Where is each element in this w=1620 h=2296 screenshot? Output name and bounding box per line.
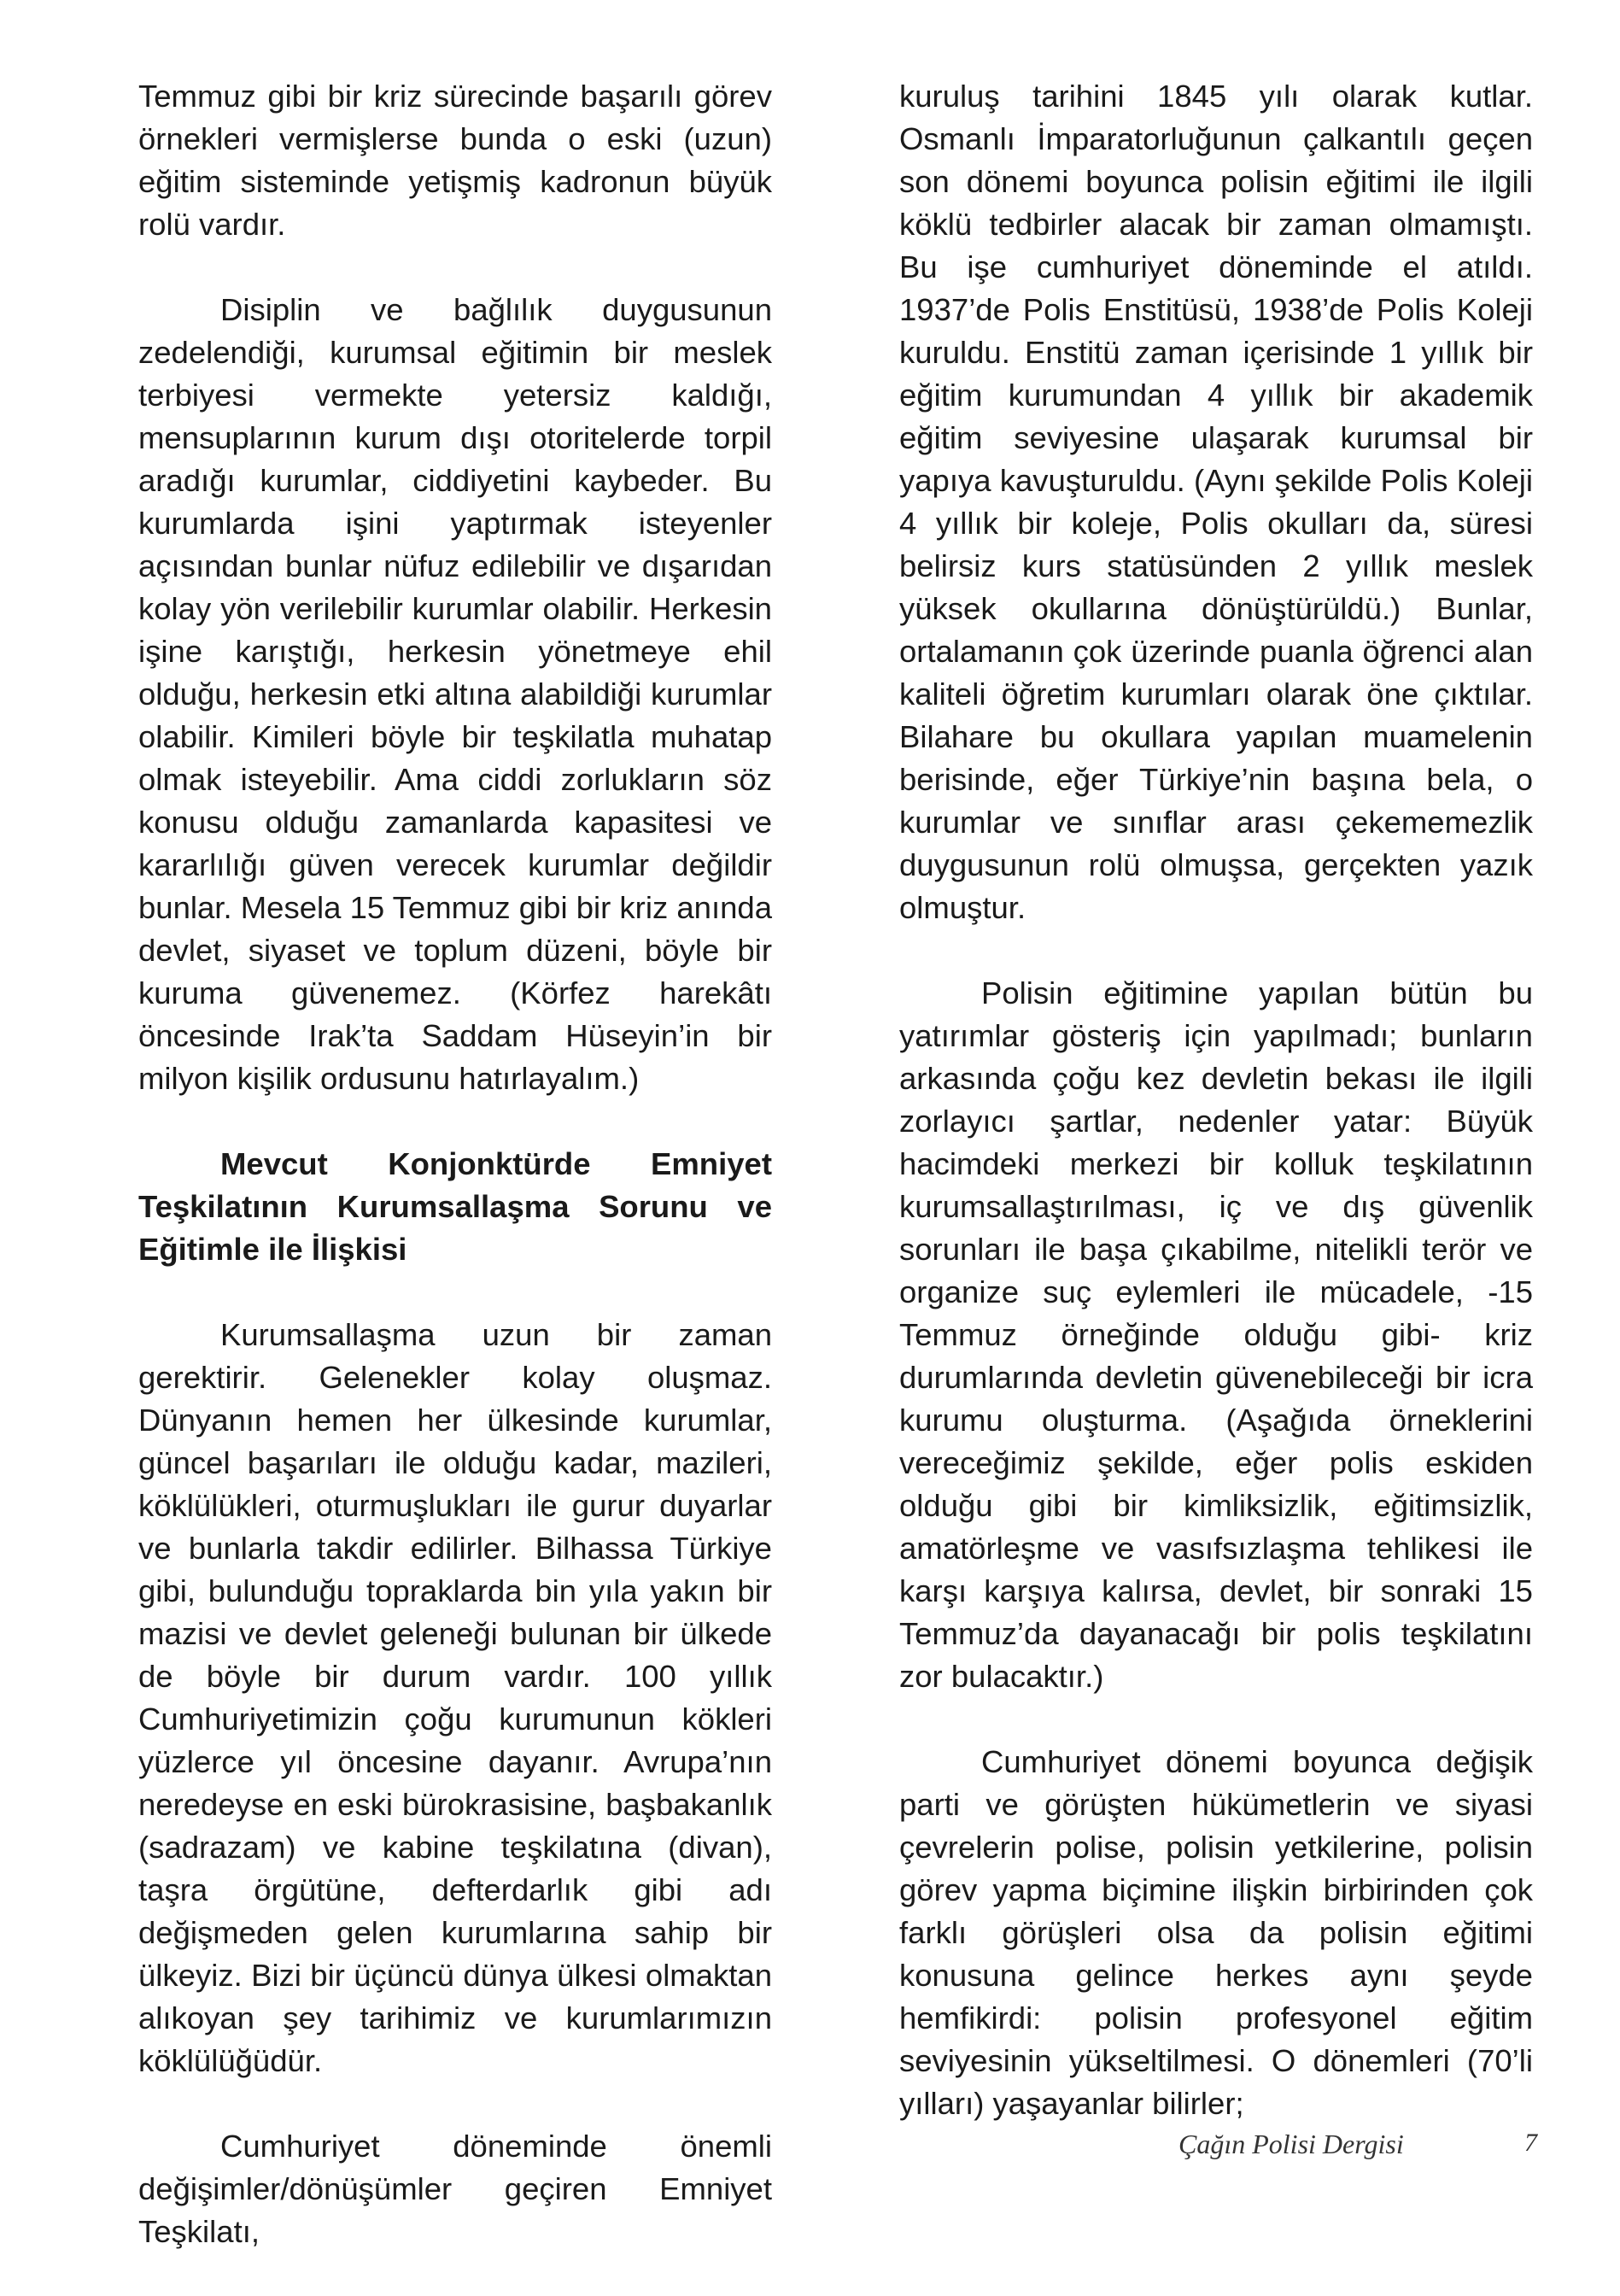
paragraph: kuruluş tarihini 1845 yılı olarak kutlar. Osmanlı İmparatorluğunun çalkantılı geçen son dönemi boyunca polisin eğitimi ile ilgili köklü tedbirler alacak bir zaman olmamıştı. Bu işe cumhuriyet döneminde el atıldı. 1937’de Polis Enstitüsü, 1938’de Polis Koleji kuruldu. Enstitü zaman içerisinde 1 yıllık bir eğitim kurumundan 4 yıllık bir akademik eğitim seviyesine ulaşarak kurumsal bir yapıya kavuşturuldu. (Aynı şekilde Polis Koleji 4 yıllık bir koleje, Polis okulları da, süresi belirsiz kurs statüsünden 2 yıllık meslek yüksek okullarına dönüştürüldü.) Bunlar, ortalamanın çok üzerinde puanla öğrenci alan kaliteli öğretim kurumları olarak öne çıktılar. Bilahare bu okullara yapılan muamelenin berisinde, eğer Türkiye’nin başına bela, o kurumlar ve sınıflar arası çekememezlik duygusunun rolü olmuşsa, gerçekten yazık olmuştur. bbox=[899, 79, 1533, 925]
page-number: 7 bbox=[1524, 2129, 1537, 2157]
paragraph: Polisin eğitimine yapılan bütün bu yatırımlar gösteriş için yapılmadı; bunların arkasında çoğu kez devletin bekası ile ilgili zorlayıcı şartlar, nedenler yatar: Büyük hacimdeki merkezi bir kolluk teşkilatının kurumsallaştırılması, iç ve dış güvenlik sorunları ile başa çıkabilme, nitelikli terör ve organize suç eylemleri ile mücadele, -15 Temmuz örneğinde olduğu gibi- kriz durumlarında devletin güvenebileceği bir icra kurumu oluşturma. (Aşağıda örneklerini vereceğimiz şekilde, eğer polis eskiden olduğu gibi bir kimliksizlik, eğitimsizlik, amatörleşme ve vasıfsızlaşma tehlikesi ile karşı karşıya kalırsa, devlet, bir sonraki 15 Temmuz’da dayanacağı bir polis teşkilatını zor bulacaktır.) bbox=[899, 975, 1533, 1694]
paragraph: Cumhuriyet dönemi boyunca değişik parti ve görüşten hükümetlerin ve siyasi çevrelerin polise, polisin yetkilerine, polisin görev yapma biçimine ilişkin birbirinden çok farklı görüşleri olsa da polisin eğitimi konusuna gelince herkes aynı şeyde hemfikirdi: polisin profesyonel eğitim seviyesinin yükseltilmesi. O dönemleri (70’li yılları) yaşayanlar bilirler; bbox=[899, 1744, 1533, 2121]
left-column bbox=[138, 75, 772, 2296]
paragraph: Cumhuriyet döneminde önemli değişimler/dönüşümler geçiren Emniyet Teşkilatı, bbox=[138, 2129, 772, 2249]
right-column bbox=[899, 75, 1533, 2168]
paragraph: Disiplin ve bağlılık duygusunun zedelendiği, kurumsal eğitimin bir meslek terbiyesi vermekte yetersiz kaldığı, mensuplarının kurum dışı otoritelerde torpil aradığı kurumlar, ciddiyetini kaybeder. Bu kurumlarda işini yaptırmak isteyenler açısından bunlar nüfuz edilebilir ve dışarıdan kolay yön verilebilir kurumlar olabilir. Herkesin işine karıştığı, herkesin yönetmeye ehil olduğu, herkesin etki altına alabildiği kurumlar olabilir. Kimileri böyle bir teşkilatla muhatap olmak isteyebilir. Ama ciddi zorlukların söz konusu olduğu zamanlarda kapasitesi ve kararlılığı güven verecek kurumlar değildir bunlar. Mesela 15 Temmuz gibi bir kriz anında devlet, siyaset ve toplum düzeni, böyle bir kuruma güvenemez. (Körfez harekâtı öncesinde Irak’ta Saddam Hüseyin’in bir milyon kişilik ordusunu hatırlayalım.) bbox=[138, 292, 772, 1096]
paragraph: Kurumsallaşma uzun bir zaman gerektirir. Gelenekler kolay oluşmaz. Dünyanın hemen her ülkesinde kurumlar, güncel başarıları ile olduğu kadar, mazileri, köklülükleri, oturmuşlukları ile gurur duyarlar ve bunlarla takdir edilirler. Bilhassa Türkiye gibi, bulunduğu topraklarda bin yıla yakın bir mazisi ve devlet geleneği bulunan bir ülkede de böyle bir durum vardır. 100 yıllık Cumhuriyetimizin çoğu kurumunun kökleri yüzlerce yıl öncesine dayanır. Avrupa’nın neredeyse en eski bürokrasisine, başbakanlık (sadrazam) ve kabine teşkilatına (divan), taşra örgütüne, defterdarlık gibi adı değişmeden gelen kurumlarına sahip bir ülkeyiz. Bizi bir üçüncü dünya ülkesi olmaktan alıkoyan şey tarihimiz ve kurumlarımızın köklülüğüdür. bbox=[138, 1317, 772, 2078]
paragraph: Temmuz gibi bir kriz sürecinde başarılı görev örnekleri vermişlerse bunda o eski (uzun) eğitim sisteminde yetişmiş kadronun büyük rolü vardır. bbox=[138, 79, 772, 242]
section-heading: Mevcut Konjonktürde Emniyet Teşkilatının Kurumsallaşma Sorunu ve Eğitimle ile İlişkisi bbox=[138, 1146, 772, 1267]
page-footer bbox=[1178, 2129, 1537, 2163]
journal-name: Çağın Polisi Dergisi bbox=[1178, 2129, 1404, 2159]
